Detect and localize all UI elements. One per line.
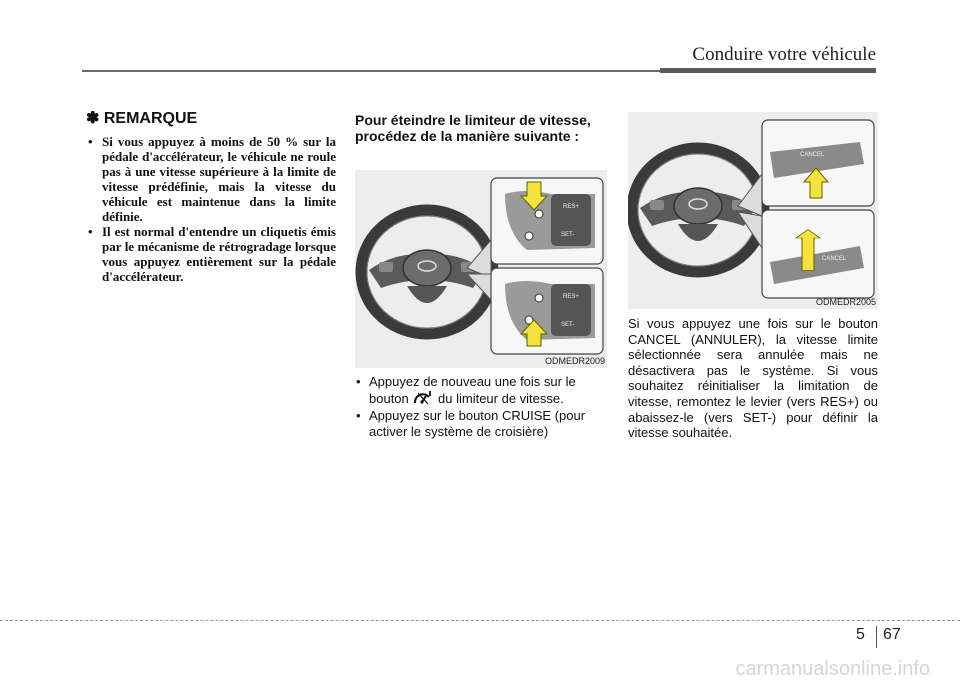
header-rule-accent	[660, 68, 876, 73]
res-label: RES+	[563, 204, 579, 210]
section-block	[355, 112, 605, 144]
page-number-divider	[876, 626, 877, 648]
remark-block	[86, 108, 336, 284]
cancel-label: CANCEL	[800, 152, 825, 158]
page-number: 67	[883, 626, 901, 643]
watermark: carmanualsonline.info	[735, 658, 930, 680]
figure-steering-cancel	[628, 112, 878, 309]
section-heading: Pour éteindre le limiteur de vitesse, procédez de la manière suivante :	[355, 112, 591, 144]
remark-heading: ✽ REMARQUE	[86, 110, 198, 127]
figure-steering-limiter	[355, 170, 607, 368]
figure-caption-2: ODMEDR2005	[815, 297, 876, 307]
figure-caption: ODMEDR2009	[544, 356, 605, 366]
bullet1-text-post: du limiteur de vitesse.	[438, 391, 564, 406]
steering-wheel-cancel-illustration	[628, 112, 878, 309]
remark-bullet: • Si vous appuyez à moins de 50 % sur la pédale d'accélérateur, le véhicule ne roule pas à une vitesse supérieure à la limite de vitesse prédéfinie, mais la vitesse du véhicule est maintenue dans la limite définie.	[86, 134, 336, 224]
set-label-2: SET-	[561, 322, 575, 328]
res-label-2: RES+	[563, 294, 579, 300]
remark-bullet: • Il est normal d'entendre un cliquetis émis par le mécanisme de rétrogradage lorsque vous appuyez entièrement sur la pédale d'accélérateur.	[86, 224, 336, 284]
section-bullet-1	[355, 374, 605, 407]
section-bullet-2: • Appuyez sur le bouton CRUISE (pour activer le système de croisière)	[355, 408, 605, 440]
section-bullets	[355, 374, 605, 441]
speed-limiter-icon	[412, 390, 434, 406]
steering-wheel-illustration	[355, 170, 607, 368]
header-title: Conduire votre véhicule	[692, 44, 876, 65]
cancel-label-2: CANCEL	[822, 256, 847, 262]
remark-list	[86, 134, 336, 284]
bullet1-text-pre: Appuyez de nouveau une fois sur le bouton	[369, 374, 576, 406]
cancel-paragraph: Si vous appuyez une fois sur le bouton CANCEL (ANNULER), la vitesse limite sélectionnée sera annulée mais ne désactivera pas le système. Si vous souhaitez réinitialiser la limitation de vitesse, remontez le levier (vers RES+) ou abaissez-le (vers SET-) pour définir la vitesse souhaitée.	[628, 316, 878, 441]
footer-divider	[0, 620, 960, 621]
set-label: SET-	[561, 232, 575, 238]
chapter-number: 5	[856, 626, 865, 643]
